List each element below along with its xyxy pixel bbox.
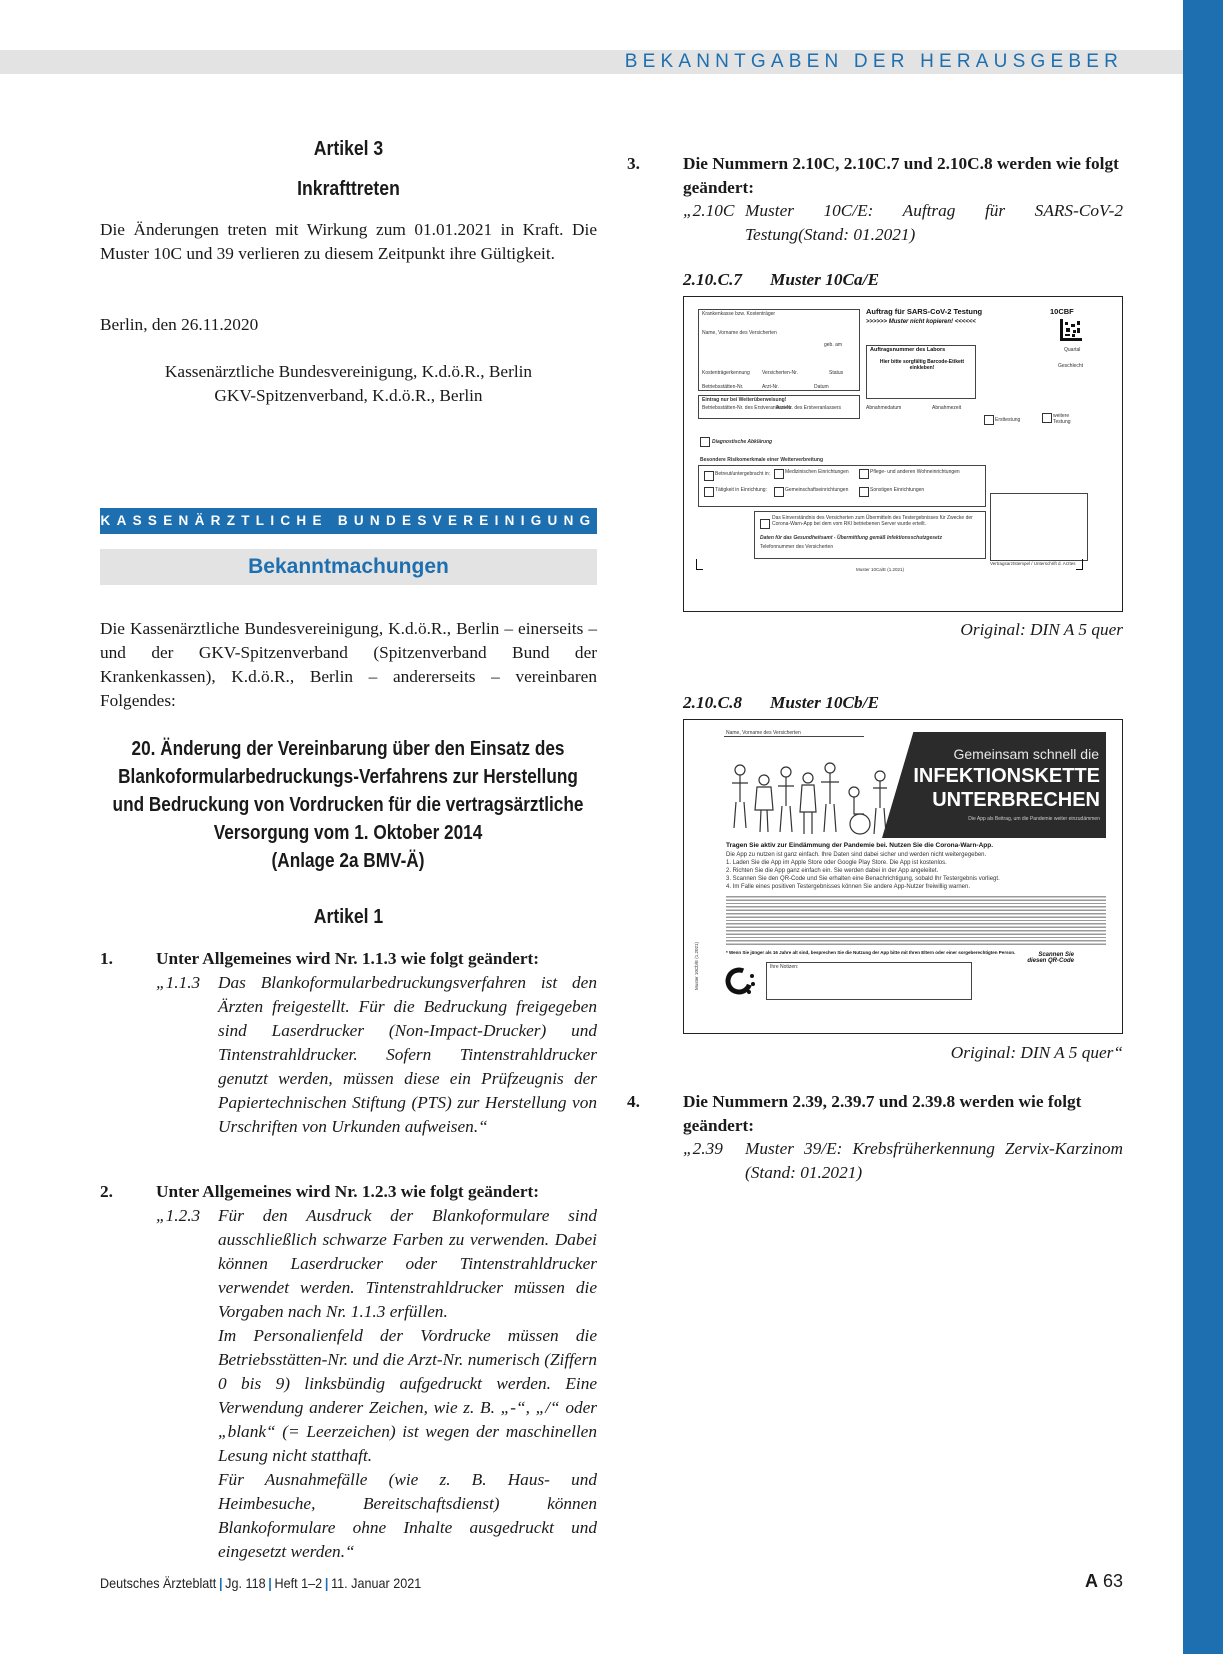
form1-krankenkasse: Krankenkasse bzw. Kostenträger <box>702 311 776 317</box>
patient-field <box>698 309 860 391</box>
form-10ca-figure <box>683 296 1123 612</box>
form1-eintrag-sub: Betriebsstätten-Nr. des Erstveranlassers <box>702 405 792 411</box>
pflege-checkbox <box>859 469 869 479</box>
medizinische-checkbox <box>774 469 784 479</box>
item2-body-p3: Für Ausnahmefälle (wie z. B. Haus- und Heimbesuche, Bereitschaftsdienst) können Blankoformulare ohne Inhalte ausgedruckt und eingesetzt werden.“ <box>218 1470 597 1561</box>
form1-kostentraeger: Kostenträgerkennung <box>702 370 750 376</box>
fig1-name: Muster 10Ca/E <box>770 270 879 289</box>
signatory-gkv: GKV-Spitzenverband, K.d.ö.R., Berlin <box>214 386 483 405</box>
form1-versicherten-nr: Versicherten-Nr. <box>762 370 798 376</box>
footer-separator: | <box>268 1575 272 1591</box>
form1-title: Auftrag für SARS-CoV-2 Testung <box>866 307 983 316</box>
corona-app-logo-icon <box>722 964 756 998</box>
item2-label: Unter Allgemeines wird Nr. 1.2.3 wie folgt geändert: <box>156 1182 540 1201</box>
form1-bsnr: Betriebsstätten-Nr. <box>702 384 744 390</box>
berlin-date: Berlin, den 26.11.2020 <box>100 315 259 334</box>
form1-eintrag: Eintrag nur bei Weiterüberweisung! <box>702 397 787 403</box>
form1-diagnostische: Diagnostische Abklärung <box>712 439 773 445</box>
footer <box>100 1575 421 1591</box>
fig2-name: Muster 10Cb/E <box>770 693 879 712</box>
form1-geb: geb. am <box>824 342 843 348</box>
item1-number: 1. <box>100 949 113 968</box>
item4-number: 4. <box>627 1092 640 1111</box>
form1-ersttestung: Ersttestung <box>995 417 1021 423</box>
inkrafttreten-heading: Inkrafttreten <box>297 178 400 200</box>
agreement-title-line4: Versorgung vom 1. Oktober 2014 <box>213 822 483 844</box>
form2-notizen: Ihre Notizen: <box>770 964 799 970</box>
item3-body: Muster 10C/E: Auftrag für SARS-CoV-2 Testung(Stand: 01.2021) <box>745 201 1123 244</box>
form1-subtitle: >>>>>> Muster nicht kopieren! <<<<<< <box>866 319 976 325</box>
ersttestung-checkbox <box>984 415 994 425</box>
intro-text: Die Kassenärztliche Bundesvereinigung, K.d.ö.R., Berlin – einerseits – und der GKV-Spitzenverband (Spitzenverband Bund der Krankenkassen), K.d.ö.R., Berlin – andererseits – vereinbaren Folgendes: <box>100 619 597 710</box>
bekanntmachungen-bar: Bekanntmachungen <box>100 549 597 585</box>
form1-status: Status <box>829 370 844 376</box>
people-illustration-icon <box>724 750 894 838</box>
form1-daten: Daten für das Gesundheitsamt - Übermittlung gemäß Infektionsschutzgesetz <box>760 535 942 541</box>
betreut-checkbox <box>704 471 714 481</box>
form1-einverstaendnis: Das Einverständnis des Versicherten zum Übermitteln des Testergebnisses für Zwecke der Corona-Warn-App bei dem vom RKI betriebenen Server wurde erteilt. <box>772 515 973 527</box>
form1-datum: Datum <box>814 384 829 390</box>
banner-line2: INFEKTIONSKETTE <box>913 765 1100 787</box>
signatory-kbv: Kassenärztliche Bundesvereinigung, K.d.ö.R., Berlin <box>164 362 533 381</box>
form1-barcode: Hier bitte sorgfältig Barcode-Etikett einkleben! <box>879 359 965 371</box>
form1-pflege: Pflege- und anderen Wohneinrichtungen <box>870 469 960 475</box>
form1-quartal: Quartal <box>1064 347 1081 353</box>
form1-risiko: Besondere Risikomerkmale einer Weiterverbreitung <box>700 457 824 463</box>
agreement-title-line2: Blankoformularbedruckungs-Verfahrens zur Herstellung <box>118 766 578 788</box>
form-10cb-figure <box>683 719 1123 1034</box>
taetigkeit-checkbox <box>704 487 714 497</box>
form1-stempel: Vertragsarztstempel / Unterschrift d. Arztes <box>990 561 1076 566</box>
datamatrix-icon <box>1060 319 1082 341</box>
inkraft-text: Die Änderungen treten mit Wirkung zum 01.01.2021 in Kraft. Die Muster 10C und 39 verlieren zu diesem Zeitpunkt ihre Gültigkeit. <box>100 220 597 263</box>
fig2-caption: Original: DIN A 5 quer“ <box>950 1043 1123 1062</box>
corner-mark-bl <box>696 559 703 570</box>
item2-ref: „1.2.3 <box>156 1206 201 1225</box>
footer-heft: Heft 1–2 <box>274 1575 323 1591</box>
form2-hinweis: * Wenn Sie jünger als 16 Jahre alt sind, besprechen Sie die Nutzung der App bitte mit Ihren Eltern oder einer sorgeberechtigten Person. <box>726 950 1016 955</box>
page-prefix: A <box>1084 1571 1098 1591</box>
form2-name: Name, Vorname des Versicherten <box>726 730 801 736</box>
form1-taetigkeit: Tätigkeit in Einrichtung: <box>715 487 767 493</box>
fig2-number: 2.10.C.8 <box>683 693 743 712</box>
agreement-title-line3: und Bedruckung von Vordrucken für die vertragsärztliche <box>112 794 584 816</box>
form1-gemeinschaft: Gemeinschaftseinrichtungen <box>785 487 849 493</box>
footer-separator: | <box>218 1575 223 1591</box>
agreement-title-line1: 20. Änderung der Vereinbarung über den Einsatz des <box>131 738 565 760</box>
section-header: BEKANNTGABEN DER HERAUSGEBER <box>624 51 1123 72</box>
form1-betreut: Betreut/untergebracht in: <box>715 471 771 477</box>
form2-step1: 1. Laden Sie die App im Apple Store oder Google Play Store. Die App ist kostenlos. <box>726 860 947 866</box>
weitere-testung-checkbox <box>1042 413 1052 423</box>
diagnostische-checkbox <box>700 437 710 447</box>
footer-date: 11. Januar 2021 <box>331 1575 422 1591</box>
form1-code: 10CBF <box>1050 307 1074 316</box>
form1-eintrag-sub2: Arzt-Nr. des Erstveranlassers <box>776 405 842 411</box>
banner-line3: UNTERBRECHEN <box>932 789 1100 811</box>
item1-body: Das Blankoformularbedruckungsverfahren ist den Ärzten freigestellt. Für die Bedruckung freigegeben sind Laserdrucker (Non-Impact-Drucker) und Tintenstrahldrucker. Sofern Tintenstrahldrucker genutzt werden, müssen diese ein Prüfzeugnis der Papiertechnischen Stiftung (PTS) zur Herstellung von Urschriften von Urkunden aufweisen.“ <box>218 973 597 1136</box>
sonstige-checkbox <box>859 487 869 497</box>
item4-ref: „2.39 <box>683 1139 723 1158</box>
barcode-field <box>866 345 976 399</box>
item3-number: 3. <box>627 154 640 173</box>
page-number <box>1085 1571 1123 1592</box>
name-line <box>724 736 864 737</box>
item2-body-p2: Im Personalienfeld der Vordrucke müssen die Betriebsstätten-Nr. und die Arzt-Nr. numerisch (Ziffern 0 bis 9) linksbündig aufgedruckt werden. Eine Verwendung anderer Zeichen, wie z. B. „-“, „/“ oder „blank“ (= Leerzeichen) ist wegen der maschinellen Lesung nicht statthaft. <box>218 1326 597 1465</box>
form1-geschlecht: Geschlecht <box>1058 363 1084 369</box>
item3-ref: „2.10C <box>683 201 735 220</box>
form1-auftragsnummer: Auftragsnummer des Labors <box>870 347 946 353</box>
banner-line1: Gemeinsam schnell die <box>953 746 1099 762</box>
footer-jg: Jg. 118 <box>225 1575 266 1591</box>
stamp-field <box>990 493 1088 561</box>
side-color-bar <box>1183 0 1223 1654</box>
form2-side: Muster 10Cb/E (1.2021) <box>694 941 699 990</box>
form2-lead: Tragen Sie aktiv zur Eindämmung der Pandemie bei. Nutzen Sie die Corona-Warn-App. <box>726 842 994 849</box>
form1-weitere: weitere Testung <box>1053 413 1071 425</box>
item1-label: Unter Allgemeines wird Nr. 1.1.3 wie folgt geändert: <box>156 949 540 968</box>
einverstaendnis-checkbox <box>760 519 770 529</box>
item4-label: Die Nummern 2.39, 2.39.7 und 2.39.8 werden wie folgt geändert: <box>683 1092 1082 1135</box>
artikel1-title: Artikel 1 <box>313 906 384 928</box>
form2-step4: 4. Im Falle eines positiven Testergebnisses können Sie andere App-Nutzer freiwillig warnen. <box>726 884 971 890</box>
form2-scannen: Scannen Sie diesen QR-Code <box>1027 952 1074 964</box>
kbv-section-bar: KASSENÄRZTLICHE BUNDESVEREINIGUNG <box>100 508 597 534</box>
form1-telefon: Telefonnummer des Versicherten <box>760 544 834 550</box>
footer-separator: | <box>324 1575 329 1591</box>
form1-abnahmezeit: Abnahmezeit <box>932 405 962 411</box>
form1-footnote: Muster 10Ca/E (1.2021) <box>856 567 905 572</box>
form1-medizinische: Medizinischen Einrichtungen <box>785 469 849 475</box>
form1-lanr: Arzt-Nr. <box>762 384 779 390</box>
form1-name: Name, Vorname des Versicherten <box>702 330 777 336</box>
fineprint-block <box>726 894 1106 946</box>
page-value: 63 <box>1102 1571 1123 1591</box>
gemeinschaft-checkbox <box>774 487 784 497</box>
form1-abnahmedatum: Abnahmedatum <box>866 405 902 411</box>
item4-body: Muster 39/E: Krebsfrüherkennung Zervix-Karzinom (Stand: 01.2021) <box>745 1139 1123 1182</box>
item1-ref: „1.1.3 <box>156 973 201 992</box>
banner-line4: Die App als Beitrag, um die Pandemie weiter einzudämmen <box>968 816 1100 822</box>
artikel3-title: Artikel 3 <box>313 138 384 160</box>
item2-body-p1: Für den Ausdruck der Blankoformulare sind ausschließlich schwarze Farben zu verwenden. Dabei können Laserdrucker oder Tintenstrahldrucker verwendet werden. Tintenstrahldrucker müssen die Vorgaben nach Nr. 1.1.3 erfüllen. <box>218 1206 597 1321</box>
fig1-number: 2.10.C.7 <box>683 270 743 289</box>
form2-step3: 3. Scannen Sie den QR-Code und Sie erhalten eine Benachrichtigung, sobald Ihr Testergebnis vorliegt. <box>726 876 1000 882</box>
footer-journal: Deutsches Ärzteblatt <box>100 1575 217 1591</box>
form2-step2: 2. Richten Sie die App ganz einfach ein. Sie werden dabei in der App angeleitet. <box>726 868 939 874</box>
form1-sonstige: Sonstigen Einrichtungen <box>870 487 925 493</box>
corner-mark-br <box>1076 559 1083 570</box>
form2-lead2: Die App zu nutzen ist ganz einfach. Ihre Daten sind dabei sicher und werden nicht weitergegeben. <box>726 852 987 858</box>
item3-label: Die Nummern 2.10C, 2.10C.7 und 2.10C.8 werden wie folgt geändert: <box>683 154 1119 197</box>
item2-number: 2. <box>100 1182 113 1201</box>
fig1-caption: Original: DIN A 5 quer <box>960 620 1123 639</box>
agreement-title-line5: (Anlage 2a BMV-Ä) <box>271 850 425 872</box>
